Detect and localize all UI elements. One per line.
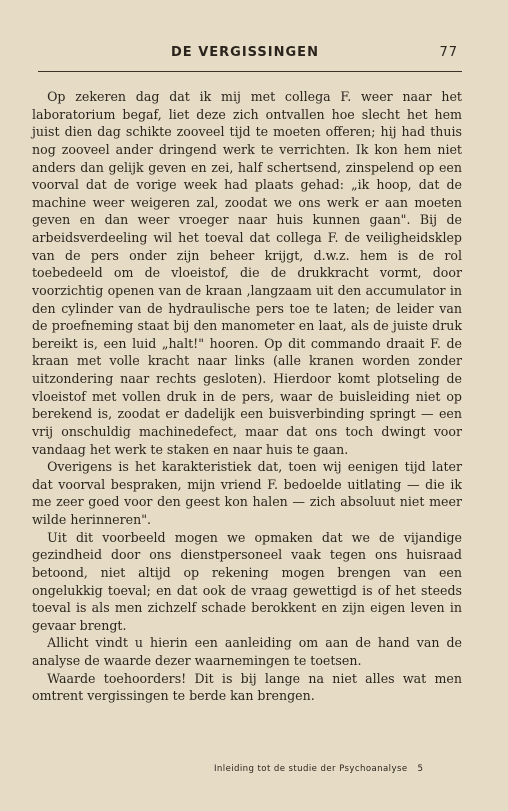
paragraph: Uit dit voorbeeld mogen we opmaken dat we de vijandige gezindheid door ons dienstpersoneel vaak tegen ons huisraad betoond, niet altijd op rekening mogen brengen van een ongelukkig toeval; en dat ook de vraag gewettigd is of het steeds toeval is als men zichzelf schade berokkent en zijn eigen leven in gevaar brengt.	[32, 529, 462, 633]
page-number: 77	[439, 45, 458, 60]
paragraph: Allicht vindt u hierin een aanleiding om aan de hand van de analyse de waarde dezer waarnemingen te toetsen.	[32, 635, 462, 668]
chapter-title: DE VERGISSINGEN	[171, 45, 319, 60]
paragraph: Op zekeren dag dat ik mij met collega F. weer naar het laboratorium begaf, liet deze zich ontvallen hoe slecht het hem juist dien dag schikte zooveel tijd te moeten offeren; hij had thuis nog zooveel ander dringend werk te verrichten. Ik kon hem niet anders dan gelijk geven en zei, half schertsend, zinspelend op een voorval dat de vorige week had plaats gehad: „ik hoop, dat de machine weer weigeren zal, zoodat we ons werk er aan moeten geven en dan weer vroeger naar huis kunnen gaan". Bij de arbeidsverdeeling wil het toeval dat collega F. de veiligheidsklep van de pers onder zijn beheer krijgt, d.w.z. hem is de rol toebedeeld om de vloeistof, die de drukkracht vormt, door voorzichtig openen van de kraan ‚langzaam uit den accumulator in den cylinder van de hydraulische pers toe te laten; de leider van de proefneming staat bij den manometer en laat, als de juiste druk bereikt is, een luid „halt!" hooren. Op dit commando draait F. de kraan met volle kracht naar links (alle kranen worden zonder uitzondering naar rechts gesloten). Hierdoor komt plotseling de vloeistof met vollen druk in de pers, waar de buisleiding niet op berekend is, zoodat er dadelijk een buisverbinding springt — een vrij onschuldig machinedefect, maar dat ons toch dwingt voor vandaag het werk te staken en naar huis te gaan.	[32, 89, 462, 457]
running-header	[38, 45, 462, 67]
paragraph: Overigens is het karakteristiek dat, toen wij eenigen tijd later dat voorval bespraken, mijn vriend F. bedoelde uitlating — die ik me zeer goed voor den geest kon halen — zich absoluut niet meer wilde herinneren".	[32, 459, 462, 527]
page-footer	[214, 764, 423, 774]
footer-title: Inleiding tot de studie der Psychoanalyse	[214, 764, 408, 774]
body-text	[32, 88, 462, 705]
paragraph: Waarde toehoorders! Dit is bij lange na niet alles wat men omtrent vergissingen te berde kan brengen.	[32, 670, 462, 704]
signature-mark: 5	[417, 764, 424, 774]
header-rule	[38, 71, 462, 72]
